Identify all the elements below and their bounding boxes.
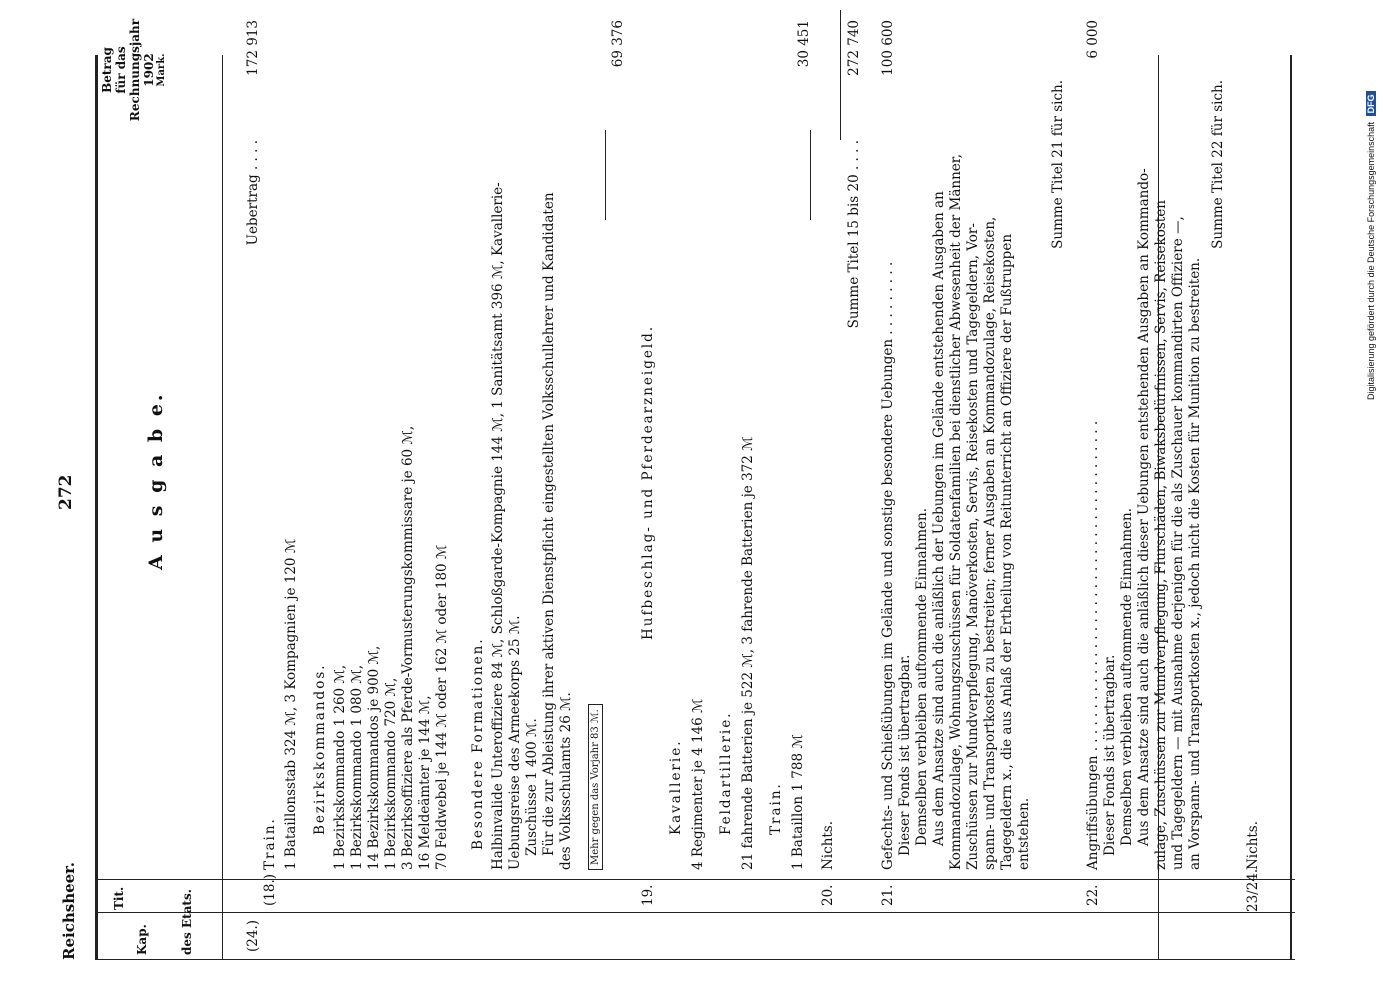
feldartillerie-head: Feldartillerie. bbox=[718, 711, 734, 835]
kap-24: (24.) bbox=[245, 919, 261, 952]
sub-amount-18: 69 376 bbox=[610, 20, 626, 68]
tit-19: 19. bbox=[640, 884, 656, 906]
tit-18: (18.) bbox=[262, 873, 278, 906]
summe-21: Summe Titel 21 für sich. bbox=[1050, 80, 1066, 249]
mehr-note: Mehr gegen das Vorjahr 83 ℳ. bbox=[588, 704, 603, 870]
summe-15-20-amount: 272 740 bbox=[846, 20, 862, 76]
kavallerie-head: Kavallerie. bbox=[668, 739, 684, 835]
angriff-block: Angriffsübungen . . . . . . . . . . . . . . . . . . . . . . . . . . . . . . . . . . . . . . . Dieser Fonds ist übertragbar. Demselben verbleiben auftommende Einnahmen. Aus dem Ansatze sind auch die anläßlich dieser Uebungen entstehenden Ausgaben an Kommando- zulage, Zuschüssen zur Mundverpflegung, Flurschäden, Biwaksbedürfnissen, Servis, Reisekosten und Tagegeldern — mit Ausnahme derjenigen für die als Zuschauer kommandirten Offiziere —, an Vorspann- und Transportkosten x., jedoch nicht die Kosten für Munition zu bestreiten. bbox=[1085, 168, 1203, 870]
train-head: Train. bbox=[262, 817, 278, 870]
col-rule-1 bbox=[95, 912, 1295, 913]
summe-15-20-label: Summe Titel 15 bis 20 . . . . bbox=[846, 140, 862, 329]
nichts-23-24: Nichts. bbox=[1245, 820, 1261, 870]
train-line: 1 Bataillonsstab 324 ℳ, 3 Kompagnien je 120 ℳ bbox=[283, 538, 299, 870]
tit-21: 21. bbox=[880, 884, 896, 906]
summe-22: Summe Titel 22 für sich. bbox=[1210, 80, 1226, 249]
hufbeschlag-head: Hufbeschlag- und Pferdearzneigeld. bbox=[640, 324, 656, 640]
dfg-logo: DFG bbox=[1366, 91, 1376, 116]
digitization-note bbox=[1366, 10, 1383, 990]
sum-rule-15-20 bbox=[840, 10, 841, 140]
nichts-20: Nichts. bbox=[820, 820, 836, 870]
main-title: A u s g a b e. bbox=[145, 391, 167, 570]
subtotal-rule-18 bbox=[605, 130, 606, 220]
besondere-lines: Halbinvalide Unteroffiziere 84 ℳ, Schloßgarde-Kompagnie 144 ℳ, 1 Sanitätsamt 396 ℳ, Kavallerie- Uebungsreise des Armeekorps 25 ℳ. Zuschüsse 1 400 ℳ. Für die zur Ableistung ihrer aktiven Dienstpflicht eingestellten Volksschullehrer und Kandidaten des Volksschulamts 26 ℳ. bbox=[490, 182, 574, 870]
carry-over-label: Uebertrag . . . . bbox=[245, 140, 261, 246]
kavallerie-line: 4 Regimenter je 4 146 ℳ bbox=[690, 698, 706, 870]
tit-head: Tit. bbox=[112, 886, 126, 910]
bottom-rule bbox=[1290, 55, 1292, 960]
sub-amount-19: 30 451 bbox=[796, 20, 812, 68]
carry-over-amount: 172 913 bbox=[245, 20, 261, 76]
train2-line: 1 Bataillon 1 788 ℳ bbox=[790, 734, 806, 870]
amount-22: 6 000 bbox=[1085, 20, 1101, 59]
page-number: 272 bbox=[56, 474, 76, 510]
besondere-head: Besondere Formationen. bbox=[470, 637, 486, 850]
head-rule bbox=[222, 55, 223, 960]
amount-21: 100 600 bbox=[880, 20, 896, 76]
train2-head: Train. bbox=[768, 782, 784, 835]
subtotal-rule-19 bbox=[810, 130, 811, 220]
des-etats-head: des Etats. bbox=[180, 889, 194, 955]
page-header-left: Reichsheer. bbox=[60, 862, 78, 960]
tit-23-24: 23/24. bbox=[1245, 868, 1261, 912]
digitization-text: Digitalisierung gefördert durch die Deutsche Forschungsgemeinschaft bbox=[1366, 121, 1376, 400]
tit-22: 22. bbox=[1085, 884, 1101, 906]
gefechts-block: Gefechts- und Schießübungen im Gelände und sonstige besondere Uebungen . . . . . . . . . Dieser Fonds ist übertragbar. Demselben verbleiben auftommende Einnahmen. Aus dem Ansatze sind auch die anläßlich der Uebungen im Gelände entstehenden Ausgaben an Kommandozulage, Wohnungszuschüssen für Soldatenfamilien bei dienstlicher Abwesenheit der Männer, Zuschüssen zur Mundverpflegung, Manöverkosten, Servis, Reisekosten und Tagegeldern, Vor- spann- und Transportkosten zu bestreiten; ferner Ausgaben an Kommandozulage, Reisekosten, Tagegeldern x., die aus Anlaß der Ertheilung von Reitunterricht an Offiziere der Fußtruppen entstehen. bbox=[880, 153, 1032, 870]
bezirk-head: Bezirkskommandos. bbox=[312, 663, 328, 835]
tit-20: 20. bbox=[820, 884, 836, 906]
bezirk-lines: 1 Bezirkskommando 1 260 ℳ, 1 Bezirkskommando 1 080 ℳ, 14 Bezirkskommandos je 900 ℳ, 1 Bezirkskommando 720 ℳ, 3 Bezirksoffiziere als Pferde-Vormusterungskommissare je 60 ℳ, 16 Meldeämter je 144 ℳ, 70 Feldwebel je 144 ℳ oder 162 ℳ oder 180 ℳ bbox=[332, 425, 450, 870]
top-rule bbox=[95, 55, 98, 960]
amount-head: Betrag für das Rechnungsjahr 1902 Mark. bbox=[100, 18, 167, 122]
kap-head: Kap. bbox=[135, 924, 149, 955]
feldartillerie-line: 21 fahrende Batterien je 522 ℳ, 3 fahrende Batterien je 372 ℳ bbox=[740, 436, 756, 870]
left-edge bbox=[95, 959, 1295, 960]
